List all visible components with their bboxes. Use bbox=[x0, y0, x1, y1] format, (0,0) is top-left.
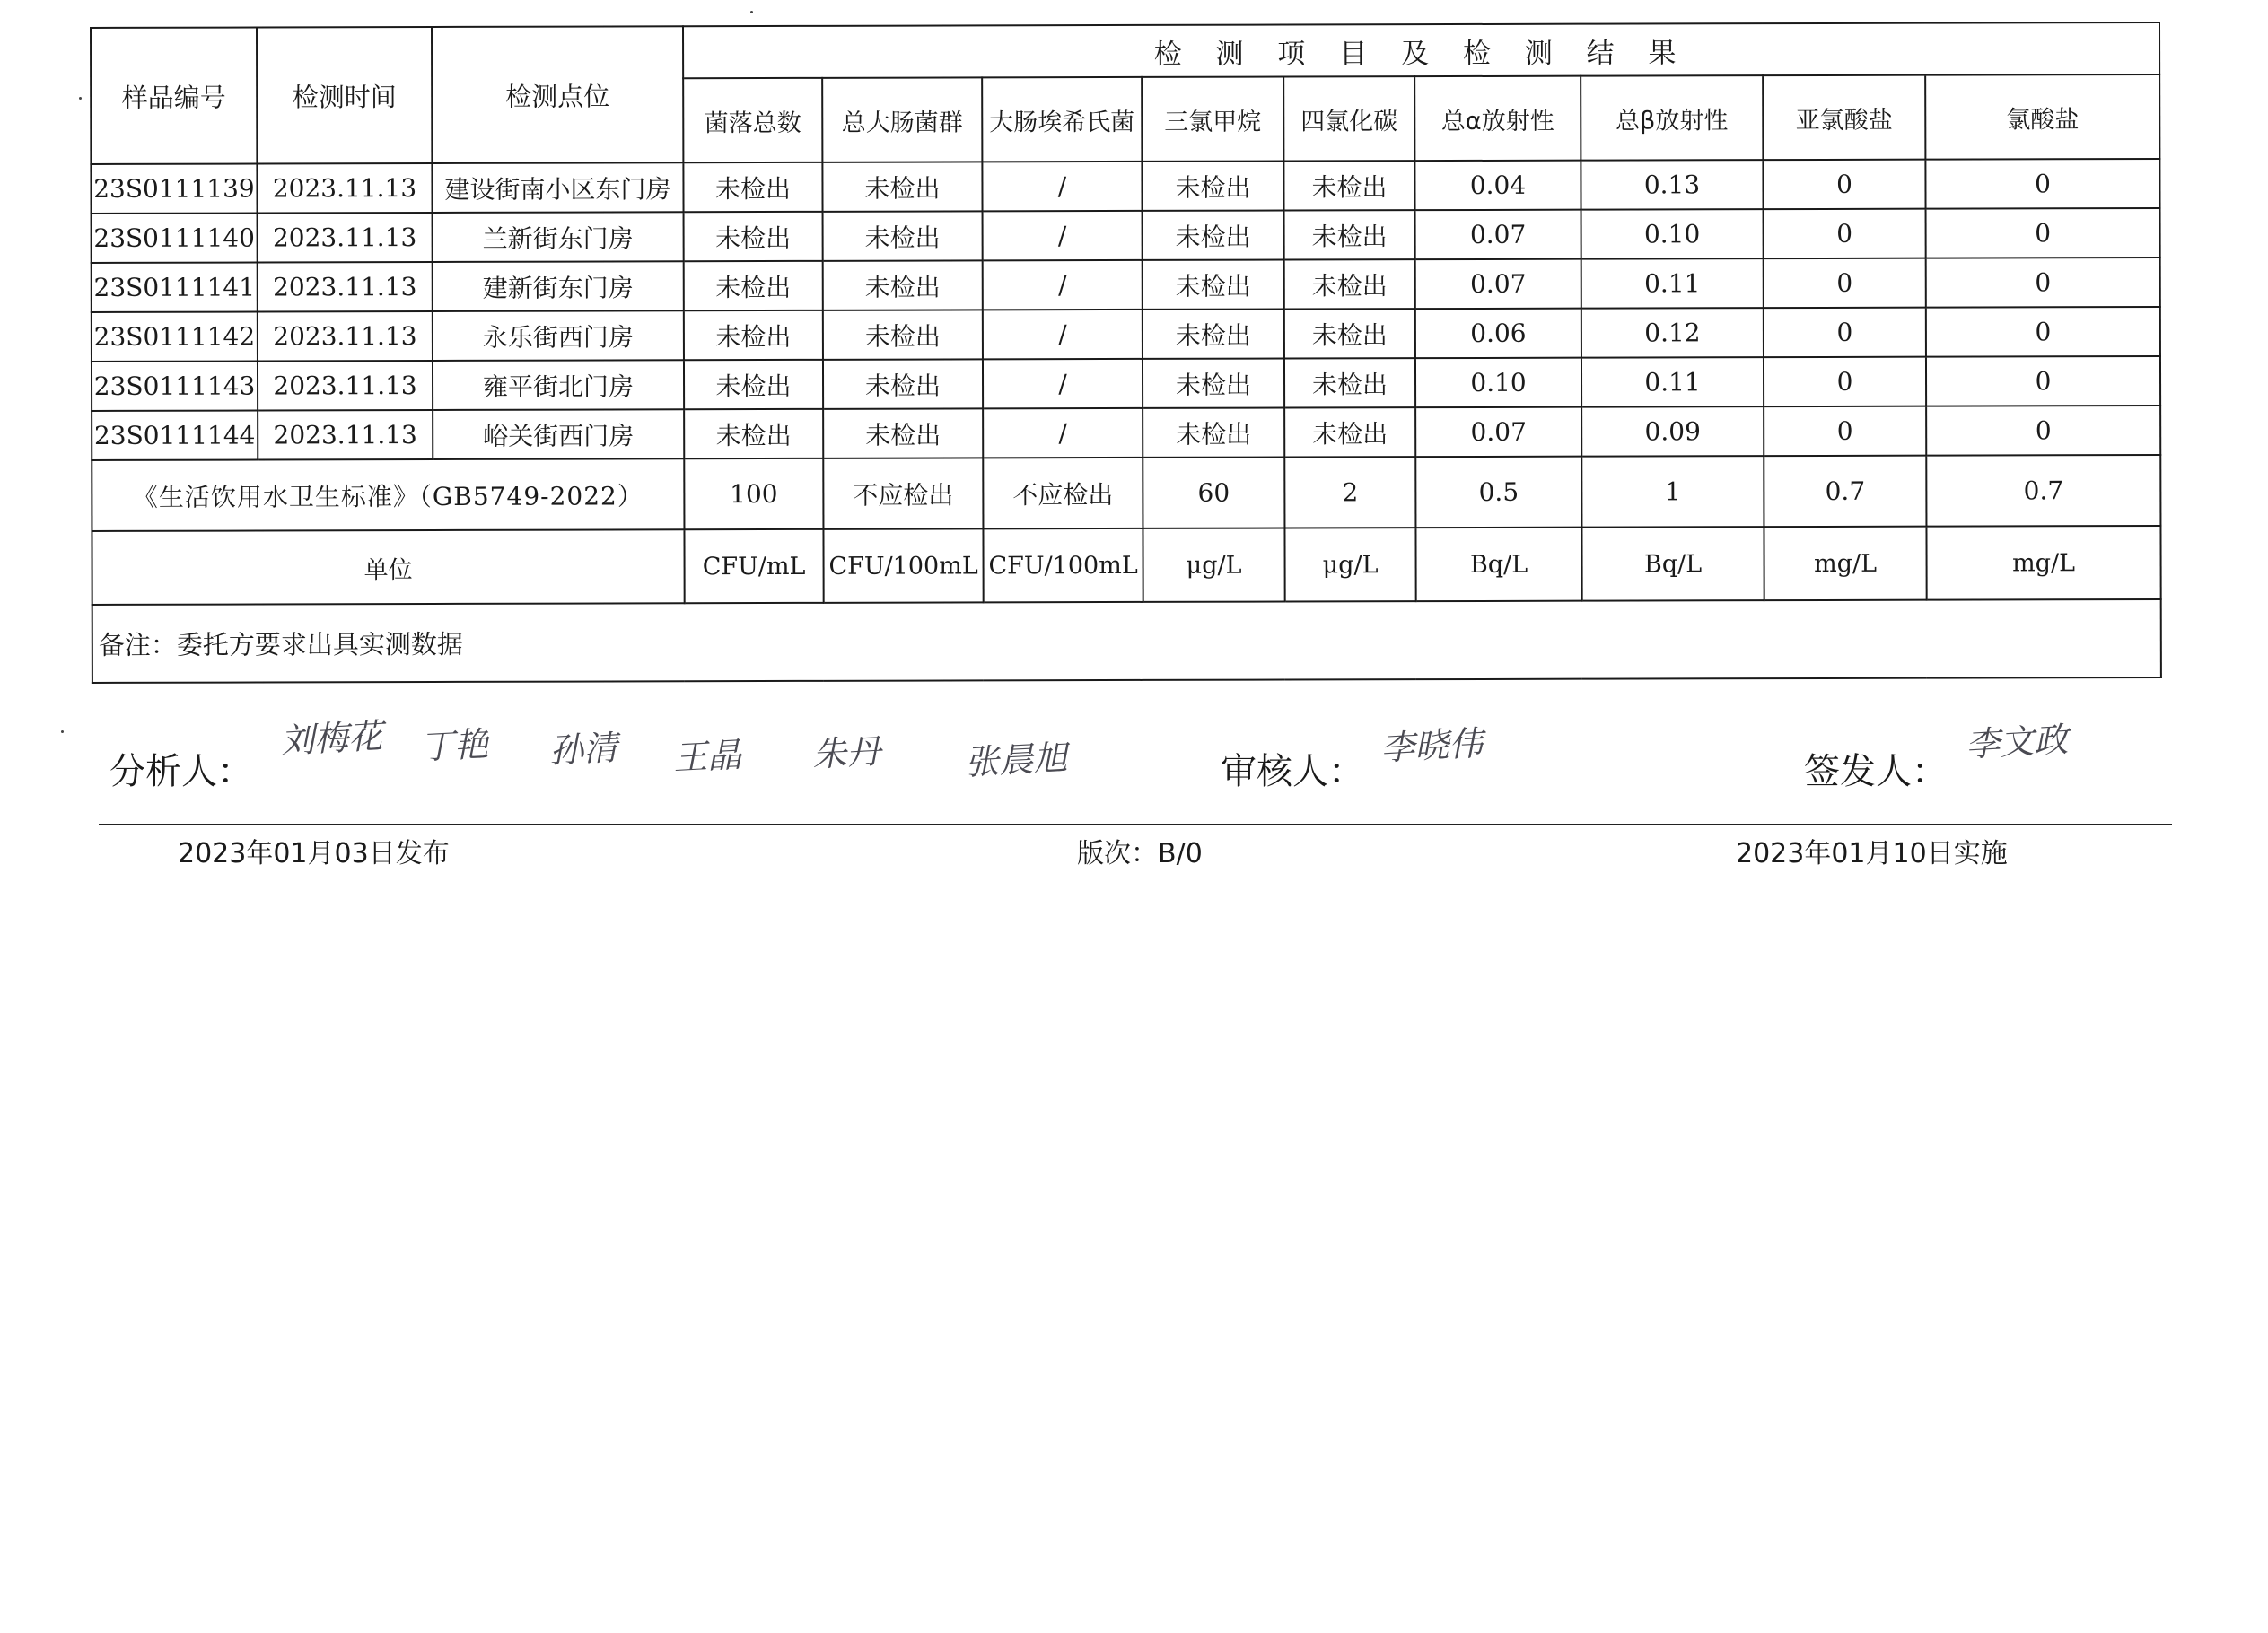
header-item: 氯酸盐 bbox=[1925, 74, 2159, 160]
unit-value: mg/L bbox=[1764, 527, 1926, 600]
table-row bbox=[92, 406, 2160, 460]
standard-value: 不应检出 bbox=[983, 458, 1143, 528]
signature-area bbox=[0, 700, 2268, 808]
analyst-signature: 丁艳 bbox=[419, 724, 490, 767]
footer-rule bbox=[99, 824, 2172, 825]
unit-label: 单位 bbox=[92, 529, 684, 605]
result-cell: 未检出 bbox=[823, 359, 983, 408]
standard-label: 《生活饮用水卫生标准》（GB5749-2022） bbox=[92, 458, 684, 531]
result-cell: 0 bbox=[1764, 209, 1926, 258]
unit-row bbox=[92, 526, 2160, 605]
result-cell: 0.11 bbox=[1581, 258, 1764, 309]
header-test-date: 检测时间 bbox=[257, 27, 432, 164]
reviewer-signature: 李晓伟 bbox=[1379, 723, 1484, 768]
test-site-cell: 永乐街西门房 bbox=[433, 310, 684, 361]
standard-value: 60 bbox=[1143, 458, 1284, 528]
header-test-items-results: 检 测 项 目 及 检 测 结 果 bbox=[683, 22, 2159, 78]
table-footer-rows bbox=[92, 455, 2161, 683]
sample-id-cell: 23S0111141 bbox=[92, 263, 258, 312]
result-cell: 0 bbox=[1926, 307, 2160, 357]
result-cell: 0.09 bbox=[1581, 406, 1764, 457]
reviewer-label: 审核人： bbox=[1221, 751, 1364, 792]
header-sample-id: 样品编号 bbox=[91, 28, 257, 164]
result-cell: 0 bbox=[1763, 160, 1925, 209]
issuer-signature: 李文政 bbox=[1965, 720, 2070, 764]
header-item: 总β放射性 bbox=[1581, 75, 1763, 161]
result-cell: 0.07 bbox=[1415, 407, 1581, 457]
sample-id-cell: 23S0111142 bbox=[92, 312, 258, 362]
standard-value: 0.7 bbox=[1926, 455, 2160, 527]
test-date-cell: 2023.11.13 bbox=[258, 361, 433, 411]
version-number: 版次：B/0 bbox=[1077, 838, 1203, 869]
header-item: 总大肠菌群 bbox=[822, 77, 982, 162]
unit-value: CFU/mL bbox=[684, 529, 823, 603]
test-date-cell: 2023.11.13 bbox=[258, 311, 433, 362]
standard-value: 0.7 bbox=[1764, 456, 1926, 527]
test-date-cell: 2023.11.13 bbox=[258, 410, 433, 460]
table-row bbox=[92, 208, 2160, 263]
result-cell: / bbox=[983, 260, 1143, 310]
result-cell: 未检出 bbox=[823, 408, 983, 458]
result-cell: / bbox=[983, 310, 1143, 359]
test-results-table bbox=[90, 22, 2162, 684]
header-item: 菌落总数 bbox=[683, 78, 822, 162]
result-cell: 0.04 bbox=[1414, 161, 1581, 210]
result-cell: 0 bbox=[1926, 258, 2160, 308]
table-row bbox=[92, 356, 2160, 411]
unit-value: μg/L bbox=[1143, 528, 1284, 602]
standard-value: 1 bbox=[1581, 456, 1764, 528]
result-cell: 0 bbox=[1764, 406, 1926, 456]
result-cell: 未检出 bbox=[1143, 359, 1284, 408]
result-cell: 0 bbox=[1926, 356, 2160, 406]
analyst-signature: 张晨旭 bbox=[964, 738, 1069, 782]
result-cell: 0.13 bbox=[1581, 160, 1763, 210]
result-cell: 未检出 bbox=[1284, 210, 1415, 259]
result-cell: 0.07 bbox=[1415, 210, 1581, 259]
standard-value: 100 bbox=[684, 458, 823, 529]
table-row bbox=[91, 159, 2159, 214]
note-row bbox=[92, 599, 2161, 683]
scan-speck bbox=[750, 11, 753, 13]
result-cell: 未检出 bbox=[684, 409, 823, 458]
result-cell: 未检出 bbox=[822, 162, 982, 211]
result-cell: 0.12 bbox=[1581, 308, 1764, 358]
analyst-label: 分析人： bbox=[109, 751, 253, 792]
test-site-cell: 雍平街北门房 bbox=[433, 360, 684, 410]
result-cell: 0 bbox=[1764, 357, 1926, 406]
result-cell: 未检出 bbox=[823, 211, 983, 260]
header-item: 亚氯酸盐 bbox=[1763, 75, 1925, 160]
result-cell: 未检出 bbox=[1143, 408, 1284, 458]
standard-value: 不应检出 bbox=[823, 458, 983, 528]
scan-speck bbox=[79, 97, 82, 100]
sample-id-cell: 23S0111143 bbox=[92, 362, 258, 411]
table-row bbox=[92, 307, 2160, 362]
unit-value: mg/L bbox=[1926, 526, 2160, 600]
result-cell: 未检出 bbox=[823, 310, 983, 359]
result-cell: 未检出 bbox=[1143, 260, 1284, 310]
standard-value: 2 bbox=[1284, 457, 1415, 528]
test-date-cell: 2023.11.13 bbox=[257, 163, 432, 214]
result-cell: / bbox=[983, 359, 1143, 408]
header-test-site: 检测点位 bbox=[432, 26, 683, 163]
result-cell: 未检出 bbox=[684, 360, 823, 409]
unit-value: μg/L bbox=[1284, 528, 1415, 601]
result-cell: / bbox=[983, 211, 1143, 260]
sample-id-cell: 23S0111139 bbox=[91, 164, 257, 214]
remarks-note: 备注：委托方要求出具实测数据 bbox=[92, 599, 2161, 683]
result-cell: 未检出 bbox=[684, 212, 823, 261]
result-cell: 0.06 bbox=[1415, 309, 1581, 358]
result-cell: 未检出 bbox=[1284, 407, 1415, 457]
result-cell: 0 bbox=[1764, 258, 1926, 308]
result-cell: 未检出 bbox=[823, 260, 983, 310]
standard-row bbox=[92, 455, 2160, 531]
header-item: 四氯化碳 bbox=[1283, 76, 1414, 161]
result-cell: 未检出 bbox=[1283, 161, 1414, 210]
unit-value: Bq/L bbox=[1581, 527, 1764, 601]
publish-date: 2023年01月03日发布 bbox=[178, 838, 450, 869]
result-cell: 未检出 bbox=[1284, 358, 1415, 407]
result-cell: 未检出 bbox=[684, 261, 823, 310]
result-cell: 0 bbox=[1926, 208, 2160, 258]
result-cell: 0 bbox=[1764, 308, 1926, 357]
result-cell: 未检出 bbox=[684, 310, 823, 360]
header-item: 大肠埃希氏菌 bbox=[982, 77, 1142, 162]
result-cell: 未检出 bbox=[1284, 309, 1415, 358]
result-cell: 未检出 bbox=[1142, 162, 1283, 211]
result-cell: / bbox=[982, 162, 1142, 211]
table-body bbox=[91, 159, 2160, 460]
effective-date: 2023年01月10日实施 bbox=[1736, 838, 2008, 869]
result-cell: 未检出 bbox=[683, 162, 822, 212]
result-cell: / bbox=[983, 408, 1143, 458]
issuer-label: 签发人： bbox=[1804, 751, 1948, 792]
analyst-signature: 朱丹 bbox=[811, 731, 882, 774]
unit-value: Bq/L bbox=[1415, 528, 1581, 601]
analyst-signature: 王晶 bbox=[672, 735, 743, 778]
header-item: 三氯甲烷 bbox=[1142, 77, 1283, 162]
test-site-cell: 建新街东门房 bbox=[433, 261, 684, 311]
result-cell: 0.10 bbox=[1581, 209, 1764, 259]
test-site-cell: 峪关街西门房 bbox=[433, 409, 684, 459]
scan-speck bbox=[61, 730, 64, 733]
result-cell: 未检出 bbox=[1143, 211, 1284, 260]
result-cell: 0.11 bbox=[1581, 357, 1764, 407]
unit-value: CFU/100mL bbox=[823, 528, 983, 602]
sample-id-cell: 23S0111140 bbox=[92, 214, 258, 263]
header-item: 总α放射性 bbox=[1414, 76, 1581, 161]
unit-value: CFU/100mL bbox=[983, 528, 1143, 602]
sample-id-cell: 23S0111144 bbox=[92, 411, 258, 460]
table-row bbox=[92, 258, 2160, 312]
result-cell: 0.10 bbox=[1415, 358, 1581, 407]
test-site-cell: 兰新街东门房 bbox=[433, 212, 684, 262]
analyst-signature: 孙清 bbox=[548, 728, 619, 771]
test-site-cell: 建设街南小区东门房 bbox=[432, 162, 683, 213]
result-cell: 0.07 bbox=[1415, 259, 1581, 309]
header-row-group bbox=[91, 22, 2159, 80]
result-cell: 0 bbox=[1926, 406, 2160, 456]
standard-value: 0.5 bbox=[1415, 457, 1581, 528]
result-cell: 0 bbox=[1925, 159, 2159, 209]
result-cell: 未检出 bbox=[1143, 310, 1284, 359]
test-date-cell: 2023.11.13 bbox=[258, 262, 433, 312]
result-cell: 未检出 bbox=[1284, 259, 1415, 309]
analyst-signature: 刘梅花 bbox=[279, 716, 384, 761]
test-date-cell: 2023.11.13 bbox=[258, 213, 433, 263]
